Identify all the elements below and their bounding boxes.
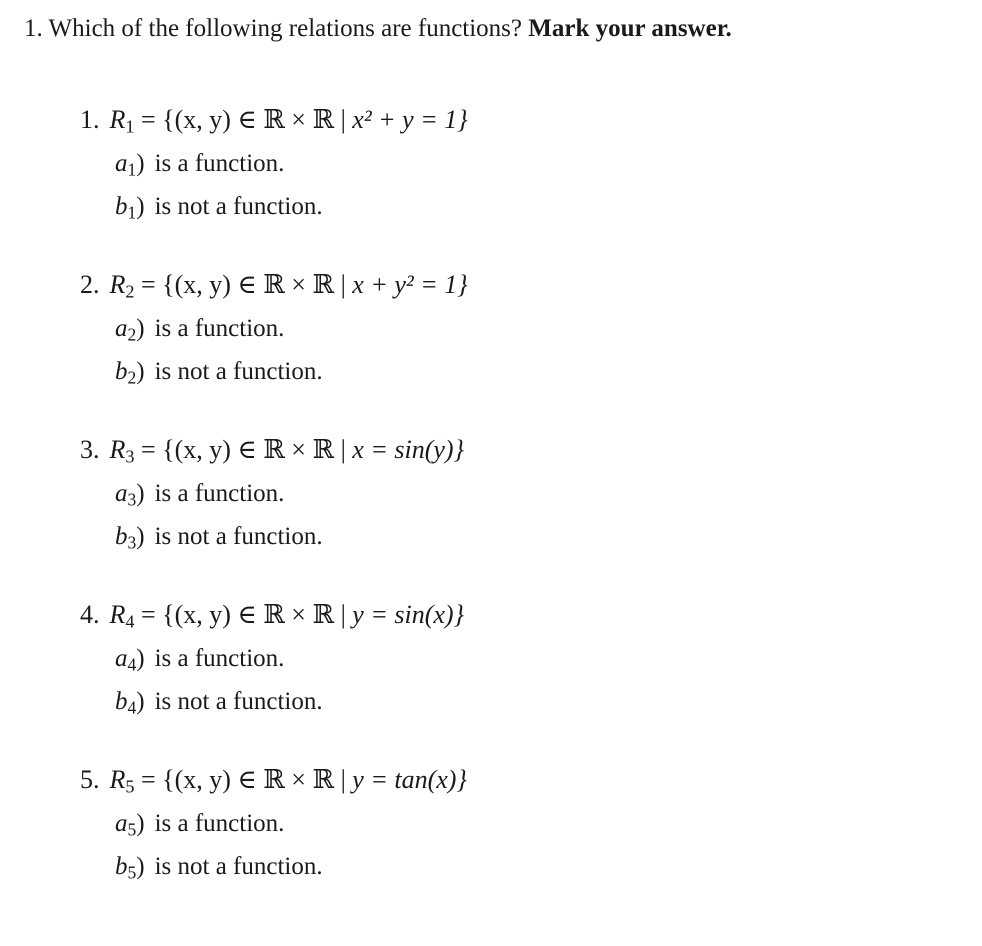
relation-subscript: 5 bbox=[125, 776, 135, 797]
option-text: is a function. bbox=[154, 479, 285, 507]
relation-condition: x² + y = 1} bbox=[352, 105, 468, 134]
relation-definition bbox=[80, 267, 680, 310]
option-subscript: 3 bbox=[127, 488, 137, 509]
option-b[interactable]: $b_1$) is not a function. bbox=[115, 192, 323, 223]
set-definition: = {(x, y) ∈ ℝ × ℝ | bbox=[134, 270, 353, 299]
option-subscript: 1 bbox=[127, 202, 137, 223]
option-subscript: 5 bbox=[127, 862, 137, 883]
option-a[interactable]: $a_3$) is a function. bbox=[115, 479, 285, 509]
item-number: 5. bbox=[80, 765, 100, 794]
set-definition: = {(x, y) ∈ ℝ × ℝ | bbox=[134, 435, 353, 464]
option-label: a bbox=[115, 149, 128, 177]
item-number: 1. bbox=[80, 105, 100, 134]
option-text: is a function. bbox=[154, 314, 285, 342]
option-label: b bbox=[115, 192, 128, 220]
option-a[interactable]: $a_1$) is a function. bbox=[115, 149, 285, 179]
relation-definition bbox=[80, 762, 680, 805]
relation-name: R bbox=[109, 765, 126, 794]
option-a[interactable]: $a_5$) is a function. bbox=[115, 809, 285, 839]
option-text: is not a function. bbox=[154, 687, 323, 715]
relation-name: R bbox=[109, 105, 126, 134]
relation-subscript: 4 bbox=[125, 611, 135, 632]
relation-definition bbox=[80, 102, 680, 145]
option-a[interactable]: $a_4$) is a function. bbox=[115, 644, 285, 674]
option-label: b bbox=[115, 522, 128, 550]
relation-item-1 bbox=[80, 102, 680, 231]
set-definition: = {(x, y) ∈ ℝ × ℝ | bbox=[134, 105, 353, 134]
option-b[interactable]: $b_5$) is not a function. bbox=[115, 852, 323, 883]
option-subscript: 4 bbox=[127, 697, 137, 718]
item-number: 4. bbox=[80, 600, 100, 629]
option-b[interactable]: $b_3$) is not a function. bbox=[115, 522, 323, 553]
item-number: 3. bbox=[80, 435, 100, 464]
question-instruction: Mark your answer. bbox=[528, 15, 732, 42]
option-label: b bbox=[115, 852, 128, 880]
relation-name: R bbox=[109, 435, 126, 464]
option-b[interactable]: $b_4$) is not a function. bbox=[115, 687, 323, 718]
option-text: is a function. bbox=[154, 644, 285, 672]
option-label: a bbox=[115, 809, 128, 837]
relation-name: R bbox=[109, 600, 126, 629]
option-text: is a function. bbox=[154, 809, 285, 837]
relation-definition bbox=[80, 432, 680, 475]
option-text: is not a function. bbox=[154, 192, 323, 220]
relation-condition: y = tan(x)} bbox=[352, 765, 467, 794]
option-subscript: 1 bbox=[127, 158, 137, 179]
option-text: is not a function. bbox=[154, 357, 323, 385]
relation-subscript: 3 bbox=[125, 446, 135, 467]
item-number: 2. bbox=[80, 270, 100, 299]
option-label: b bbox=[115, 687, 128, 715]
option-subscript: 5 bbox=[127, 818, 137, 839]
option-subscript: 2 bbox=[127, 367, 137, 388]
option-subscript: 3 bbox=[127, 532, 137, 553]
question-heading bbox=[24, 12, 732, 46]
relation-subscript: 2 bbox=[125, 281, 135, 302]
option-label: a bbox=[115, 644, 128, 672]
option-text: is a function. bbox=[154, 149, 285, 177]
relation-item-4 bbox=[80, 597, 680, 726]
option-b[interactable]: $b_2$) is not a function. bbox=[115, 357, 323, 388]
relation-condition: x + y² = 1} bbox=[352, 270, 468, 299]
relation-subscript: 1 bbox=[125, 116, 135, 137]
relation-condition: x = sin(y)} bbox=[352, 435, 464, 464]
option-label: b bbox=[115, 357, 128, 385]
option-text: is not a function. bbox=[154, 522, 323, 550]
option-label: a bbox=[115, 314, 128, 342]
relation-condition: y = sin(x)} bbox=[352, 600, 464, 629]
relation-item-3 bbox=[80, 432, 680, 561]
set-definition: = {(x, y) ∈ ℝ × ℝ | bbox=[134, 600, 353, 629]
option-a[interactable]: $a_2$) is a function. bbox=[115, 314, 285, 344]
option-subscript: 2 bbox=[127, 323, 137, 344]
option-text: is not a function. bbox=[154, 852, 323, 880]
option-subscript: 4 bbox=[127, 653, 137, 674]
relation-item-2 bbox=[80, 267, 680, 396]
relation-name: R bbox=[109, 270, 126, 299]
question-text: 1. Which of the following relations are functions? bbox=[24, 15, 523, 42]
set-definition: = {(x, y) ∈ ℝ × ℝ | bbox=[134, 765, 353, 794]
relation-item-5 bbox=[80, 762, 680, 891]
relation-definition bbox=[80, 597, 680, 640]
option-label: a bbox=[115, 479, 128, 507]
